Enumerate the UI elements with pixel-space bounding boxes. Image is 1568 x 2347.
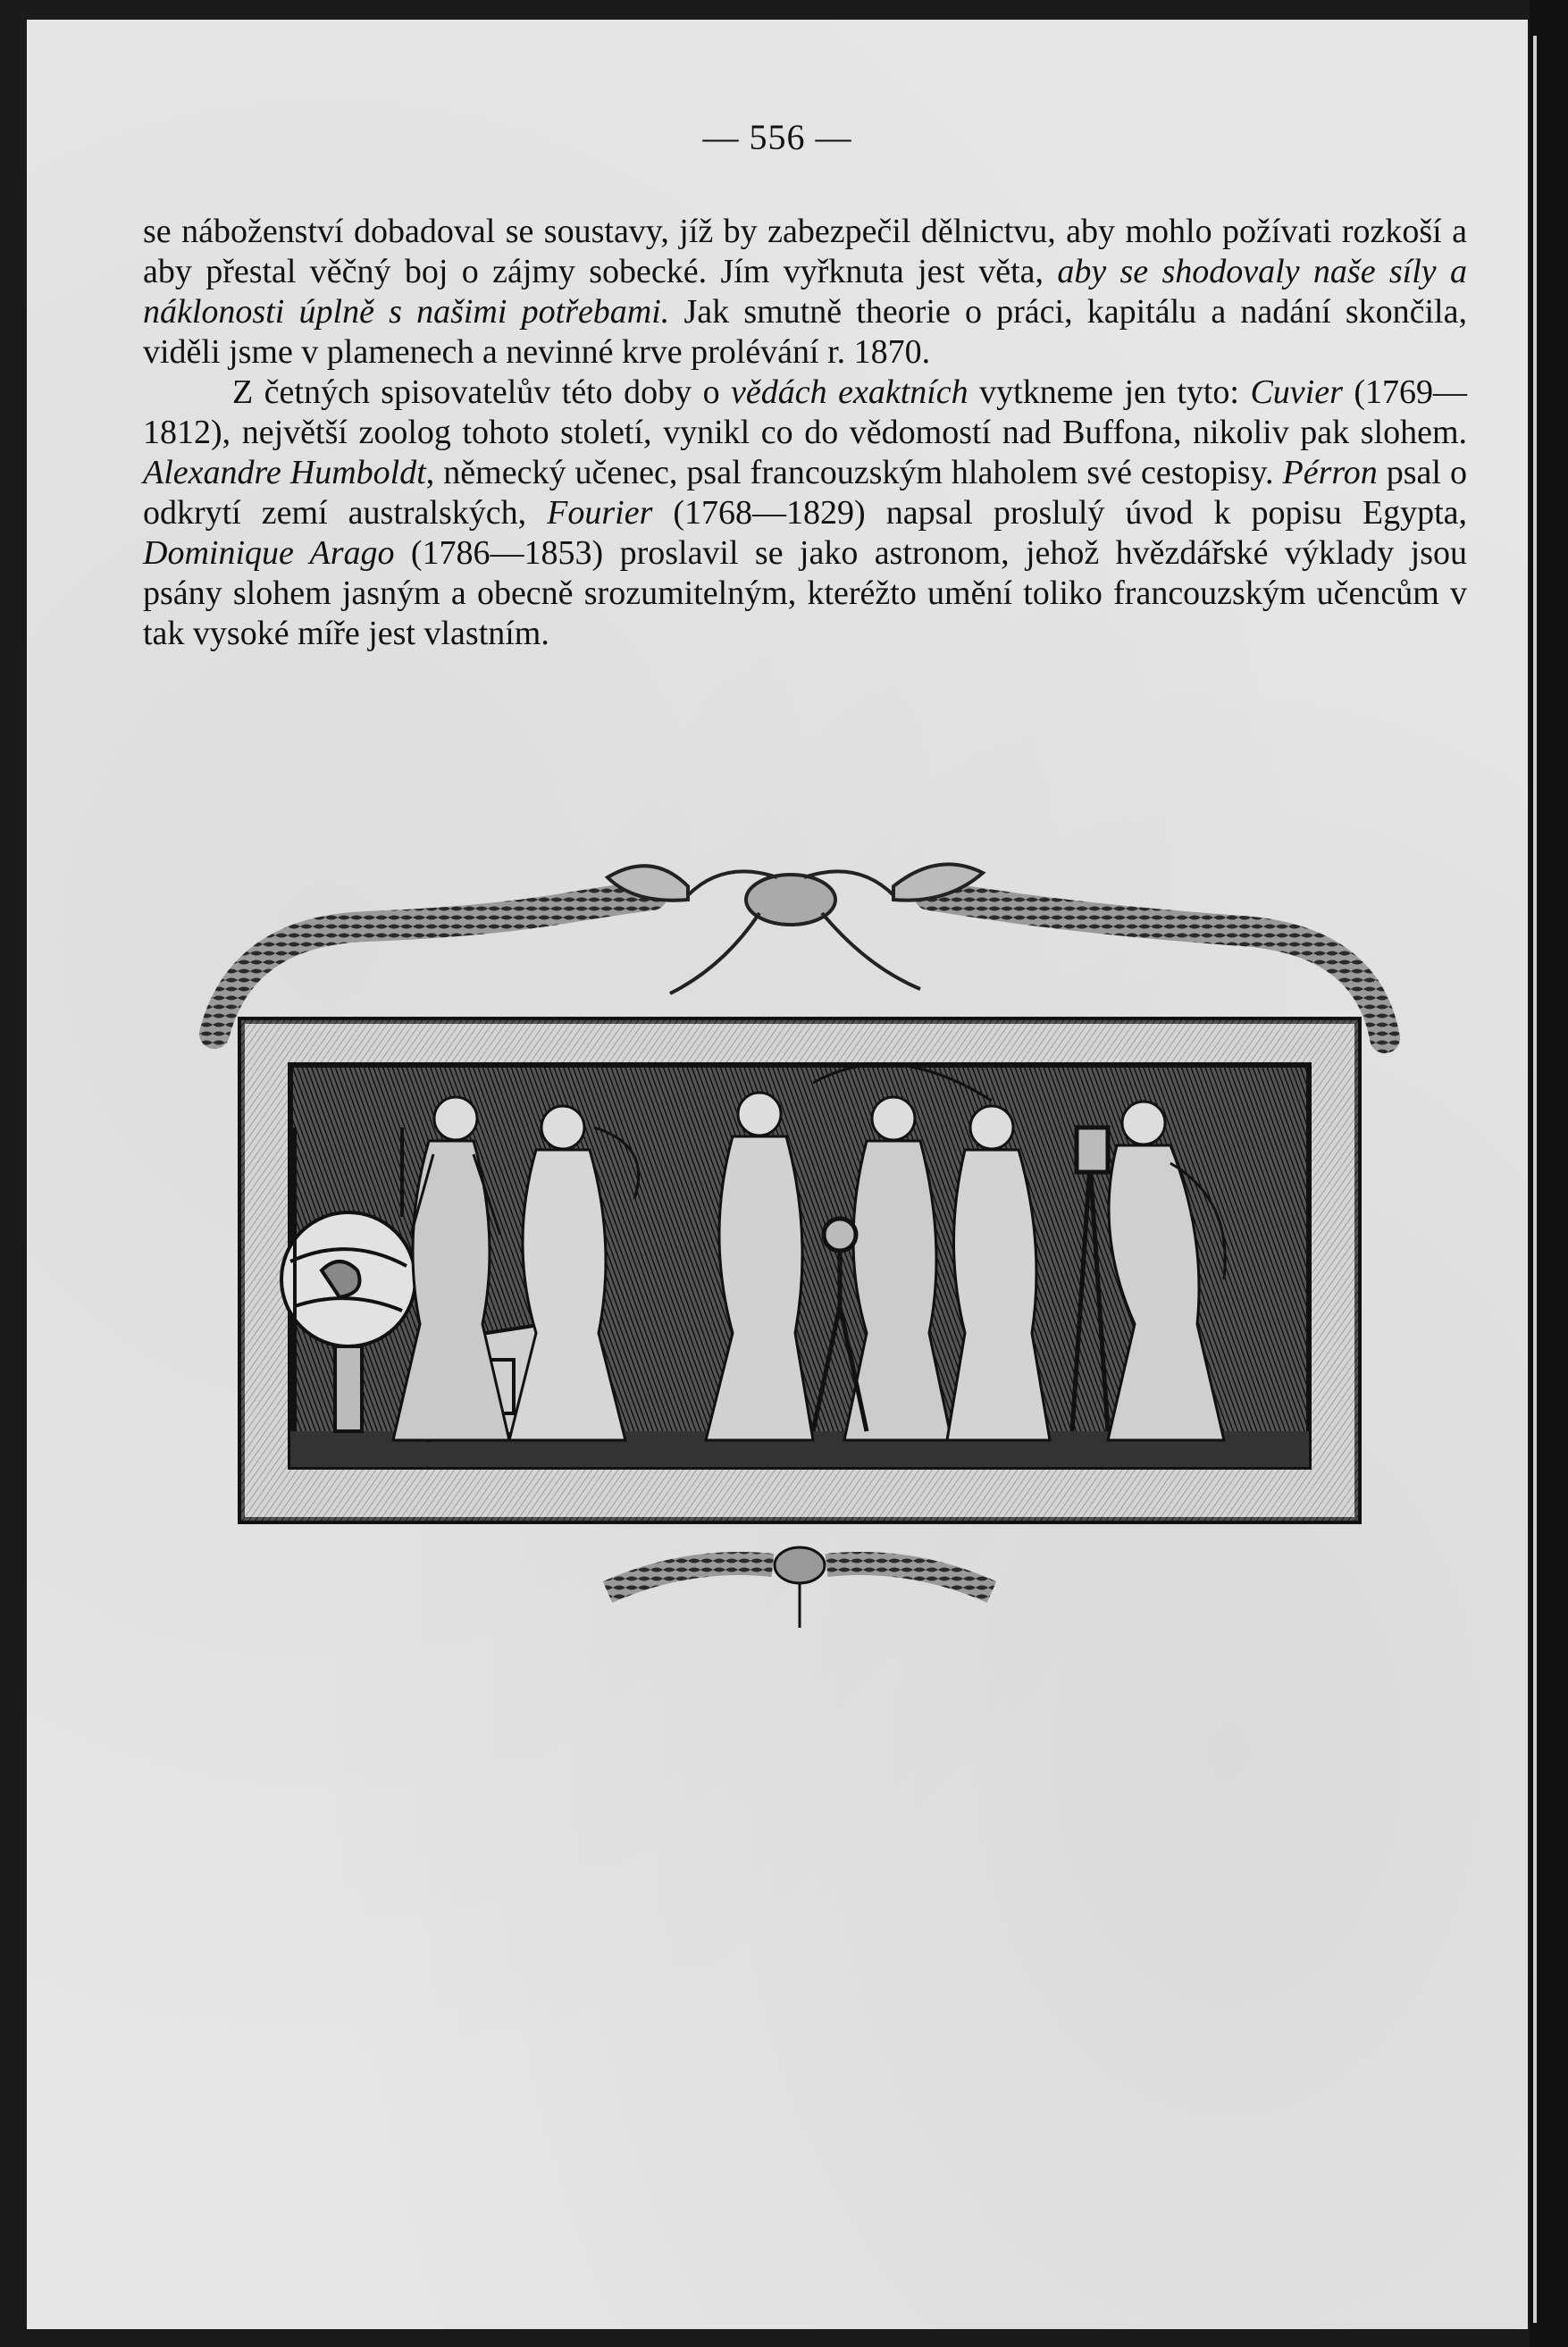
garland-left	[214, 895, 652, 1034]
laurel-ornament	[608, 1547, 992, 1628]
p1-italic-quote: aby se shodovaly naše síly a náklonosti úplně s našimi potřebami.	[143, 253, 1467, 331]
p1-text-c: Jak smutně theorie o práci, kapitálu a nadání skončila, viděli jsme v plamenech a nevinné krve prolévání r. 1870.	[143, 293, 1467, 371]
p2-text-e: (1769—1812), největší zoolog tohoto století, vynikl co do vědomostí nad Buffona, nikoliv pak slohem.	[143, 373, 1467, 451]
ribbon-bow	[608, 864, 983, 993]
p2-name-perron: Pérron	[1282, 454, 1378, 491]
p2-name-arago: Dominique Arago	[143, 534, 395, 572]
p2-text-g: , německý učenec, psal francouzským hlaholem své cestopisy.	[425, 454, 1283, 491]
p2-text-k: (1768—1829) napsal proslulý úvod k popisu Egypta,	[652, 494, 1467, 532]
engraved-illustration	[188, 859, 1412, 1664]
paragraph-1	[143, 212, 1467, 373]
page-number: — 556 —	[702, 117, 852, 157]
p2-name-fourier: Fourier	[547, 494, 653, 532]
paragraph-2	[143, 373, 1467, 654]
p2-text-c: vytkneme jen tyto:	[968, 373, 1251, 411]
book-page	[27, 20, 1528, 2329]
relief-engraving	[188, 859, 1412, 1664]
p2-text-i: psal o odkrytí zemí australských,	[143, 454, 1467, 532]
p2-name-cuvier: Cuvier	[1250, 373, 1343, 411]
p2-name-humboldt: Alexandre Humboldt	[143, 454, 426, 491]
body-text	[143, 212, 1467, 654]
p2-text-m: (1786—1853) proslavil se jako astronom, jehož hvězdářské výklady jsou psány slohem jasným a obecně srozumitelným, kteréžto umění toliko francouzským učencům v tak vysoké míře jest vlastním.	[143, 534, 1467, 652]
p1-text-a: se náboženství dobadoval se soustavy, jíž by zabezpečil dělnictvu, aby mohlo požívati rozkoší a aby přestal věčný boj o zájmy sobecké. Jím vyřknuta jest věta,	[143, 213, 1467, 290]
p2-text-a: Z četných spisovatelův této doby o	[232, 373, 732, 411]
page-edge-line	[1533, 36, 1537, 2323]
p2-italic-exact-sciences: vědách exaktních	[731, 373, 968, 411]
